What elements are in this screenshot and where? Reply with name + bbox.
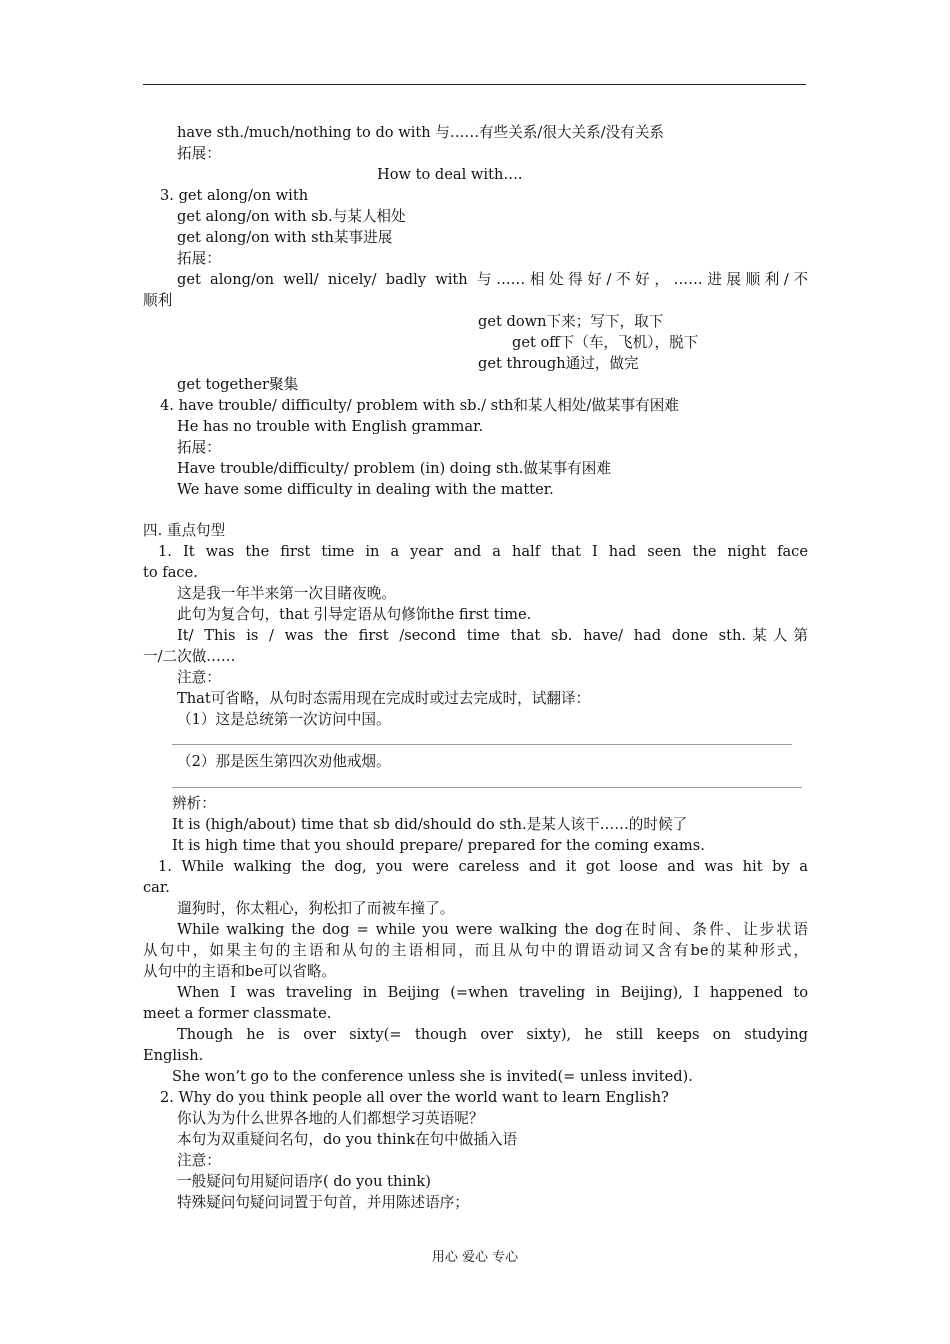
list-item-heading: 4. have trouble/ difficulty/ problem with sb./ sth和某人相处/做某事有困难: [160, 397, 679, 414]
text-line: She won’t go to the conference unless she is invited(= unless invited).: [172, 1068, 693, 1085]
text-line: It is (high/about) time that sb did/should do sth.是某人该干……的时候了: [172, 816, 688, 833]
text-line: 此句为复合句，that 引导定语从句修饰the first time.: [177, 606, 532, 623]
text-line: [177, 353, 808, 374]
text-line: It/ This is / was the first /second time that sb. have/ had done sth.某人第: [177, 627, 808, 644]
text-line: 辨析：: [172, 795, 216, 812]
text-line: [177, 332, 808, 353]
text-line: 你认为为什么世界各地的人们都想学习英语呢？: [177, 1110, 484, 1127]
answer-line: [172, 744, 792, 745]
text-line: get along/on well/ nicely/ badly with 与……相处得好/不好，……进展顺利/不: [177, 271, 808, 288]
text-line: 特殊疑问句疑问词置于句首，并用陈述语序；: [177, 1194, 469, 1211]
list-item-heading: 1. It was the first time in a year and a half that I had seen the night face: [158, 543, 808, 560]
text-line: 拓展：: [177, 250, 221, 267]
text-line: When I was traveling in Beijing (=when traveling in Beijing), I happened to: [177, 984, 808, 1001]
text-line: have sth./much/nothing to do with 与……有些关系/很大关系/没有关系: [177, 124, 665, 141]
section-heading: 四. 重点句型: [143, 522, 226, 539]
text-line: 遛狗时，你太粗心，狗松扣了而被车撞了。: [177, 900, 455, 917]
list-item-heading: 3. get along/on with: [160, 187, 309, 204]
text-line: 注意：: [177, 669, 221, 686]
text-line: [177, 164, 808, 185]
text-line: 从句中，如果主句的主语和从句的主语相同，而且从句中的谓语动词又含有be的某种形式，: [143, 942, 808, 959]
text-line: Though he is over sixty(= though over sixty), he still keeps on studying: [177, 1026, 808, 1043]
text-line: get along/on with sb.与某人相处: [177, 208, 406, 225]
text-line: 注意：: [177, 1152, 221, 1169]
text-line: English.: [143, 1047, 204, 1064]
text-line: 一/二次做……: [143, 648, 236, 665]
exercise-item: （2）那是医生第四次劝他戒烟。: [177, 753, 391, 770]
text-line: Have trouble/difficulty/ problem (in) doing sth.做某事有困难: [177, 460, 611, 477]
text-line: We have some difficulty in dealing with the matter.: [177, 481, 554, 498]
text-line: It is high time that you should prepare/ prepared for the coming exams.: [172, 837, 705, 854]
text-line: get along/on with sth某事进展: [177, 229, 393, 246]
text-line: meet a former classmate.: [143, 1005, 332, 1022]
answer-line: [172, 787, 802, 788]
text-line: He has no trouble with English grammar.: [177, 418, 484, 435]
text-line: 一般疑问句用疑问语序( do you think): [177, 1173, 431, 1190]
text-fragment: How to deal with….: [377, 166, 523, 183]
page-footer: 用心 爱心 专心: [431, 1250, 519, 1265]
text-line: to face.: [143, 564, 198, 581]
text-line: That可省略，从句时态需用现在完成时或过去完成时，试翻译：: [177, 690, 591, 707]
text-line: 拓展：: [177, 145, 221, 162]
text-line: get together聚集: [177, 376, 299, 393]
text-line: 从句中的主语和be可以省略。: [143, 963, 337, 980]
list-item-heading: 2. Why do you think people all over the world want to learn English?: [160, 1089, 669, 1106]
text-line: 顺利: [143, 292, 173, 309]
list-item-heading: 1. While walking the dog, you were careless and it got loose and was hit by a: [158, 858, 808, 875]
text-line: While walking the dog = while you were walking the dog在时间、条件、让步状语: [177, 921, 808, 938]
exercise-item: （1）这是总统第一次访问中国。: [177, 711, 391, 728]
text-line: 这是我一年半来第一次目睹夜晚。: [177, 585, 396, 602]
text-line: [177, 311, 808, 332]
phrase-right: get down下来；写下，取下: [478, 313, 664, 330]
text-line: car.: [143, 879, 170, 896]
phrase-right: get off下（车，飞机），脱下: [512, 334, 699, 351]
text-line: 拓展：: [177, 439, 221, 456]
header-rule: [143, 84, 806, 85]
text-line: 本句为双重疑问名句，do you think在句中做插入语: [177, 1131, 518, 1148]
phrase-right: get through通过，做完: [478, 355, 639, 372]
